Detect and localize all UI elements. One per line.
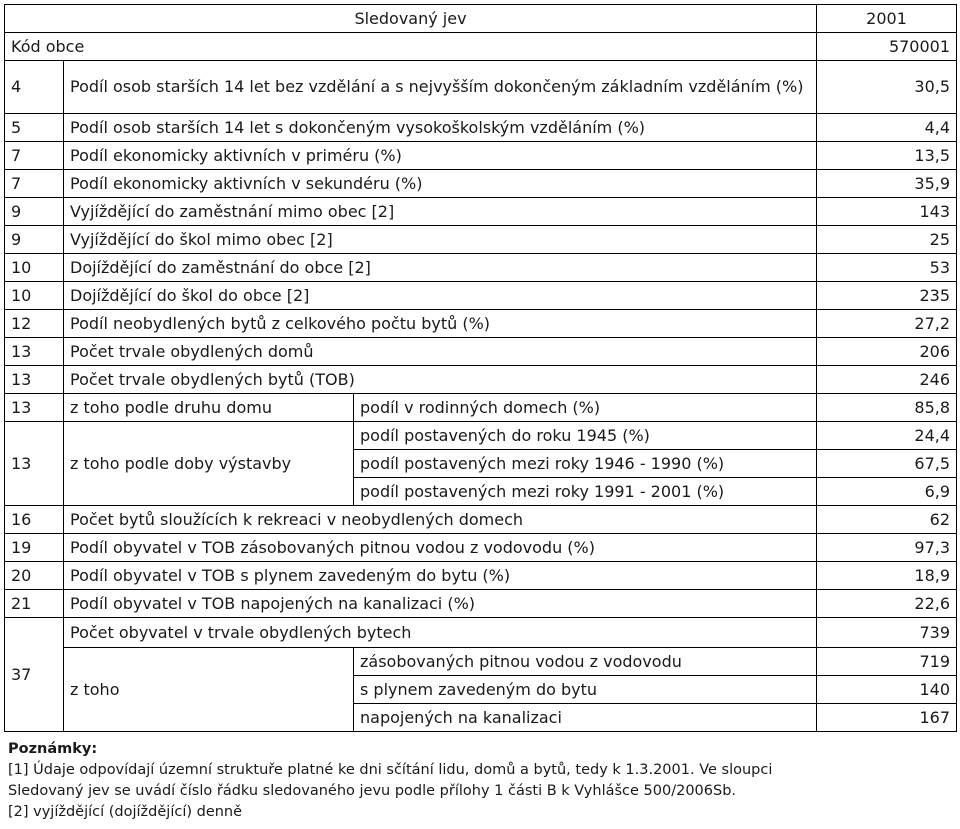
table-row (5, 562, 957, 590)
row-label: Počet trvale obydlených domů (64, 338, 817, 366)
row-number: 5 (5, 114, 64, 142)
row-value: 24,4 (817, 422, 957, 450)
table-row (5, 254, 957, 282)
table-row (5, 506, 957, 534)
header-label: Sledovaný jev (5, 5, 817, 33)
header-year: 2001 (817, 5, 957, 33)
row-label: Podíl obyvatel v TOB napojených na kanalizaci (%) (64, 590, 817, 618)
row-value: 143 (817, 198, 957, 226)
row-sub-label: podíl postavených mezi roky 1991 - 2001 (%) (354, 478, 817, 506)
row-label: Dojíždějící do škol do obce [2] (64, 282, 817, 310)
table-row (5, 366, 957, 394)
row-sub-label: zásobovaných pitnou vodou z vodovodu (354, 648, 817, 676)
row-value: 167 (817, 704, 957, 732)
row-sub-label: podíl v rodinných domech (%) (354, 394, 817, 422)
row-value: 53 (817, 254, 957, 282)
table-row (5, 114, 957, 142)
row-value: 62 (817, 506, 957, 534)
row-label: Podíl obyvatel v TOB zásobovaných pitnou vodou z vodovodu (%) (64, 534, 817, 562)
row-number: 37 (5, 618, 64, 732)
row-number: 7 (5, 170, 64, 198)
row-sub-label: podíl postavených do roku 1945 (%) (354, 422, 817, 450)
row-number: 9 (5, 198, 64, 226)
row-number: 9 (5, 226, 64, 254)
notes-heading: Poznámky: (8, 741, 98, 757)
row-label: Podíl ekonomicky aktivních v priméru (%) (64, 142, 817, 170)
row-value: 13,5 (817, 142, 957, 170)
row-label: Podíl osob starších 14 let s dokončeným vysokoškolským vzděláním (%) (64, 114, 817, 142)
row-number: 21 (5, 590, 64, 618)
row-value: 18,9 (817, 562, 957, 590)
row-number: 12 (5, 310, 64, 338)
row-label: Podíl obyvatel v TOB s plynem zavedeným do bytu (%) (64, 562, 817, 590)
row-label: Vyjíždějící do zaměstnání mimo obec [2] (64, 198, 817, 226)
row-number: 13 (5, 338, 64, 366)
table-row (5, 282, 957, 310)
row-number: 4 (5, 61, 64, 114)
row-label: Počet trvale obydlených bytů (TOB) (64, 366, 817, 394)
row-label: Podíl osob starších 14 let bez vzdělání a s nejvyšším dokončeným základním vzděláním (%) (64, 61, 817, 114)
row-value: 739 (817, 618, 957, 648)
row-value: 27,2 (817, 310, 957, 338)
row-value: 6,9 (817, 478, 957, 506)
row-number: 19 (5, 534, 64, 562)
row-value: 246 (817, 366, 957, 394)
row-value: 206 (817, 338, 957, 366)
row-number: 20 (5, 562, 64, 590)
row-label: Podíl neobydlených bytů z celkového počtu bytů (%) (64, 310, 817, 338)
note-line: Sledovaný jev se uvádí číslo řádku sledovaného jevu podle přílohy 1 části B k Vyhlášce 500/2006Sb. (8, 783, 737, 799)
table-row (5, 534, 957, 562)
table-row (5, 590, 957, 618)
row-number: 7 (5, 142, 64, 170)
table-row (5, 170, 957, 198)
row-number: 13 (5, 366, 64, 394)
row-value: 235 (817, 282, 957, 310)
table-row (5, 142, 957, 170)
row-value: 85,8 (817, 394, 957, 422)
table-row (5, 198, 957, 226)
row-label: Počet obyvatel v trvale obydlených bytech (64, 618, 817, 648)
kod-row (5, 33, 957, 61)
row-group-label: z toho podle doby výstavby (64, 422, 354, 506)
table-row (5, 226, 957, 254)
table-row (5, 618, 957, 648)
row-value: 67,5 (817, 450, 957, 478)
row-number: 13 (5, 394, 64, 422)
data-table (4, 4, 957, 732)
row-group-label: z toho podle druhu domu (64, 394, 354, 422)
note-line: [2] vyjíždějící (dojíždějící) denně (8, 804, 243, 820)
row-sub-label: podíl postavených mezi roky 1946 - 1990 (%) (354, 450, 817, 478)
table-row (5, 338, 957, 366)
notes-section (8, 739, 953, 823)
row-value: 97,3 (817, 534, 957, 562)
row-value: 25 (817, 226, 957, 254)
row-value: 719 (817, 648, 957, 676)
row-number: 13 (5, 422, 64, 506)
table-row (5, 648, 957, 676)
row-label: Vyjíždějící do škol mimo obec [2] (64, 226, 817, 254)
note-line: [1] Údaje odpovídají územní struktuře platné ke dni sčítání lidu, domů a bytů, tedy k 1.3.2001. Ve sloupci (8, 762, 773, 778)
row-number: 16 (5, 506, 64, 534)
row-sub-label: napojených na kanalizaci (354, 704, 817, 732)
row-sub-label: s plynem zavedeným do bytu (354, 676, 817, 704)
row-group-label: z toho (64, 648, 354, 732)
kod-value: 570001 (817, 33, 957, 61)
table-row (5, 310, 957, 338)
row-value: 22,6 (817, 590, 957, 618)
row-label: Počet bytů sloužících k rekreaci v neobydlených domech (64, 506, 817, 534)
row-label: Podíl ekonomicky aktivních v sekundéru (%) (64, 170, 817, 198)
row-label: Dojíždějící do zaměstnání do obce [2] (64, 254, 817, 282)
table-row (5, 422, 957, 450)
row-value: 30,5 (817, 61, 957, 114)
table-row (5, 394, 957, 422)
table-header-row (5, 5, 957, 33)
row-value: 4,4 (817, 114, 957, 142)
row-value: 140 (817, 676, 957, 704)
row-number: 10 (5, 254, 64, 282)
table-row (5, 61, 957, 114)
row-value: 35,9 (817, 170, 957, 198)
kod-label: Kód obce (5, 33, 817, 61)
row-number: 10 (5, 282, 64, 310)
